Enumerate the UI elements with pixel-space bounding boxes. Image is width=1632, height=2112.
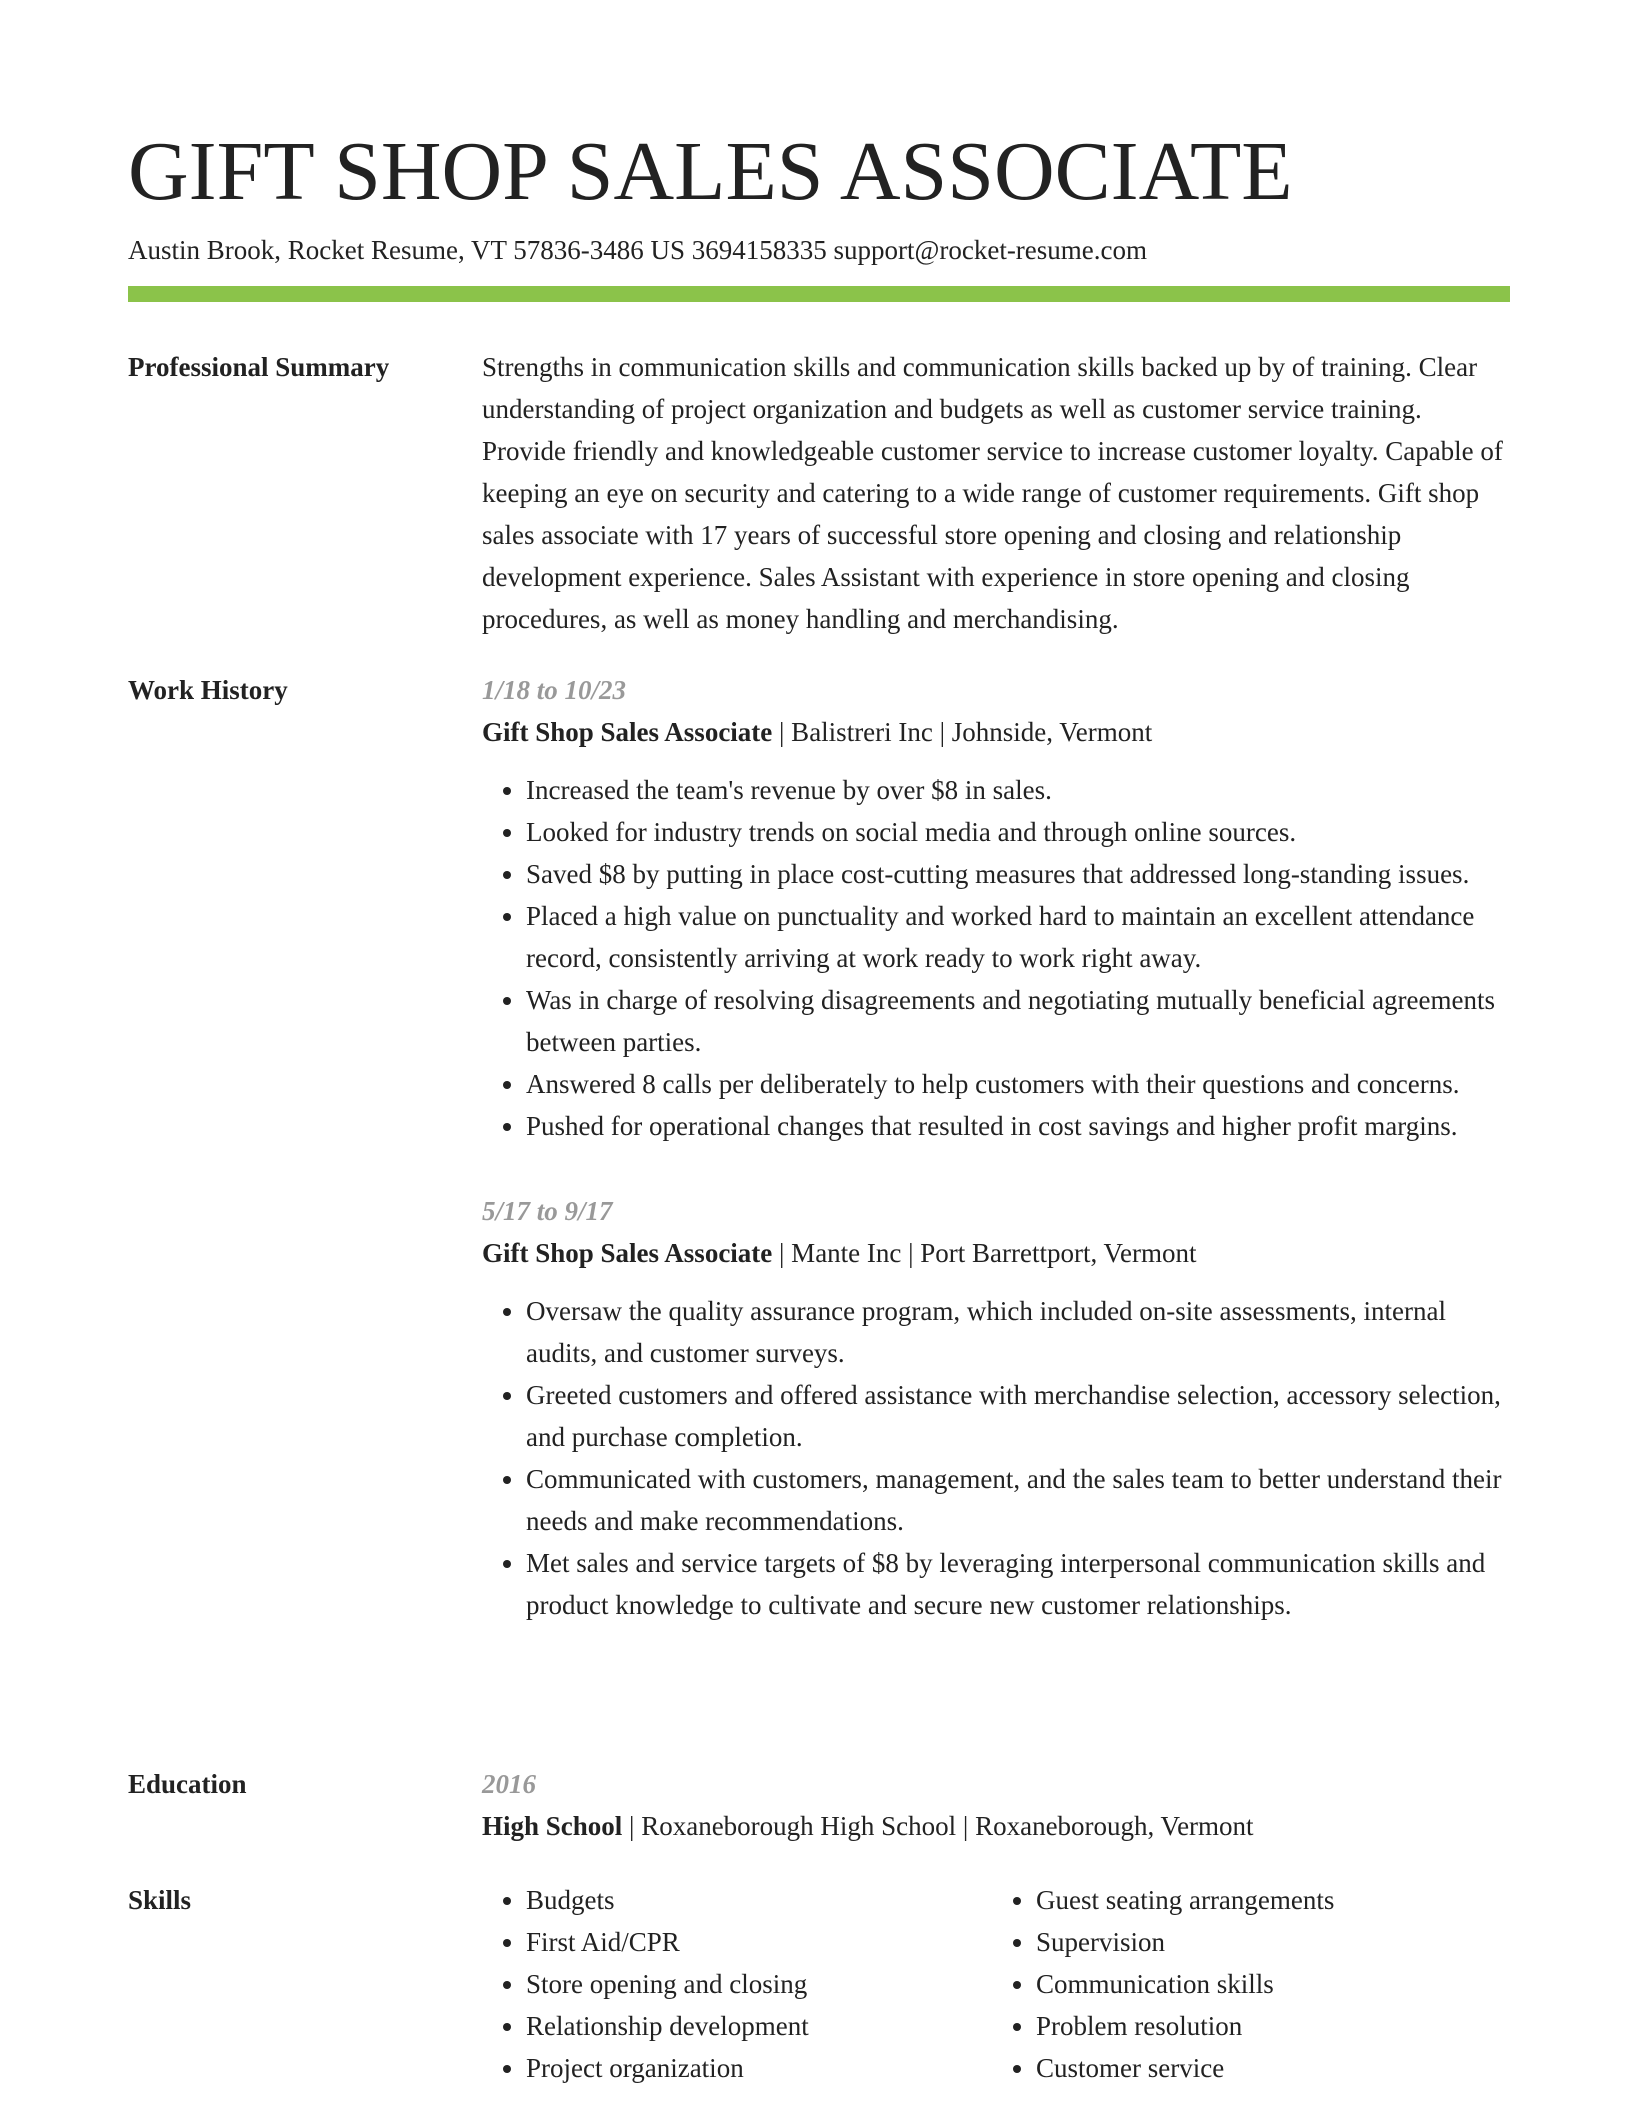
list-item: • Met sales and service targets of $8 by leveraging interpersonal communication skills and product knowledge to cultivate and secure new customer relationships. (526, 1542, 1510, 1626)
education-body (482, 1763, 1510, 1847)
list-item: • Supervision (1036, 1921, 1496, 1963)
list-item: • Communicated with customers, management, and the sales team to better understand their needs and make recommendations. (526, 1458, 1510, 1542)
list-item: • Communication skills (1036, 1963, 1496, 2005)
skills-columns (482, 1879, 1510, 2089)
accent-divider (128, 286, 1510, 302)
education-heading (482, 1805, 1510, 1847)
skills-body (482, 1879, 1510, 2089)
list-item: • Increased the team's revenue by over $8 in sales. (526, 769, 1510, 811)
list-item: • Customer service (1036, 2047, 1496, 2089)
job-entry (482, 669, 1510, 1147)
list-item: • Answered 8 calls per deliberately to help customers with their questions and concerns. (526, 1063, 1510, 1105)
list-item: • Project organization (526, 2047, 986, 2089)
job-dates: 5/17 to 9/17 (482, 1196, 613, 1226)
list-item: • Guest seating arrangements (1036, 1879, 1496, 1921)
list-item: • Pushed for operational changes that resulted in cost savings and higher profit margins. (526, 1105, 1510, 1147)
summary-text: Strengths in communication skills and communication skills backed up by of training. Clear understanding of project organization and budgets as well as customer service training. Provide friendly and knowledgeable customer service to increase customer loyalty. Capable of keeping an eye on security and catering to a wide range of customer requirements. Gift shop sales associate with 17 years of successful store opening and closing and relationship development experience. Sales Assistant with experience in store opening and closing procedures, as well as money handling and merchandising. (482, 352, 1503, 634)
section-title-skills: Skills (128, 1885, 192, 1915)
education-details: | Roxaneborough High School | Roxaneborough, Vermont (622, 1811, 1254, 1841)
list-item: • Problem resolution (1036, 2005, 1496, 2047)
section-title-work-history: Work History (128, 675, 288, 705)
job-heading (482, 1232, 1510, 1274)
job-details: | Balistreri Inc | Johnside, Vermont (772, 717, 1153, 747)
list-item: • Saved $8 by putting in place cost-cutting measures that addressed long-standing issues. (526, 853, 1510, 895)
job-heading (482, 711, 1510, 753)
list-item: • Store opening and closing (526, 1963, 986, 2005)
job-dates: 1/18 to 10/23 (482, 675, 627, 705)
summary-body (482, 346, 1510, 640)
work-history-body (482, 669, 1510, 1626)
resume-title: GIFT SHOP SALES ASSOCIATE (128, 125, 1293, 218)
job-details: | Mante Inc | Port Barrettport, Vermont (772, 1238, 1197, 1268)
list-item: • Oversaw the quality assurance program, which included on-site assessments, internal audits, and customer surveys. (526, 1290, 1510, 1374)
job-bullets (482, 769, 1510, 1147)
list-item: • Greeted customers and offered assistance with merchandise selection, accessory selection, and purchase completion. (526, 1374, 1510, 1458)
education-degree: High School (482, 1811, 623, 1841)
job-role: Gift Shop Sales Associate (482, 717, 773, 747)
list-item: • First Aid/CPR (526, 1921, 986, 1963)
job-entry (482, 1190, 1510, 1626)
list-item: • Placed a high value on punctuality and worked hard to maintain an excellent attendance record, consistently arriving at work ready to work right away. (526, 895, 1510, 979)
skills-list-right (986, 1879, 1496, 2089)
job-role: Gift Shop Sales Associate (482, 1238, 773, 1268)
job-bullets (482, 1290, 1510, 1626)
contact-line: Austin Brook, Rocket Resume, VT 57836-3486 US 3694158335 support@rocket-resume.com (128, 235, 1148, 265)
list-item: • Was in charge of resolving disagreements and negotiating mutually beneficial agreements between parties. (526, 979, 1510, 1063)
skills-list-left (482, 1879, 986, 2089)
list-item: • Looked for industry trends on social media and through online sources. (526, 811, 1510, 853)
list-item: • Budgets (526, 1879, 986, 1921)
section-title-summary: Professional Summary (128, 352, 390, 382)
education-dates: 2016 (482, 1769, 536, 1799)
section-title-education: Education (128, 1769, 247, 1799)
list-item: • Relationship development (526, 2005, 986, 2047)
